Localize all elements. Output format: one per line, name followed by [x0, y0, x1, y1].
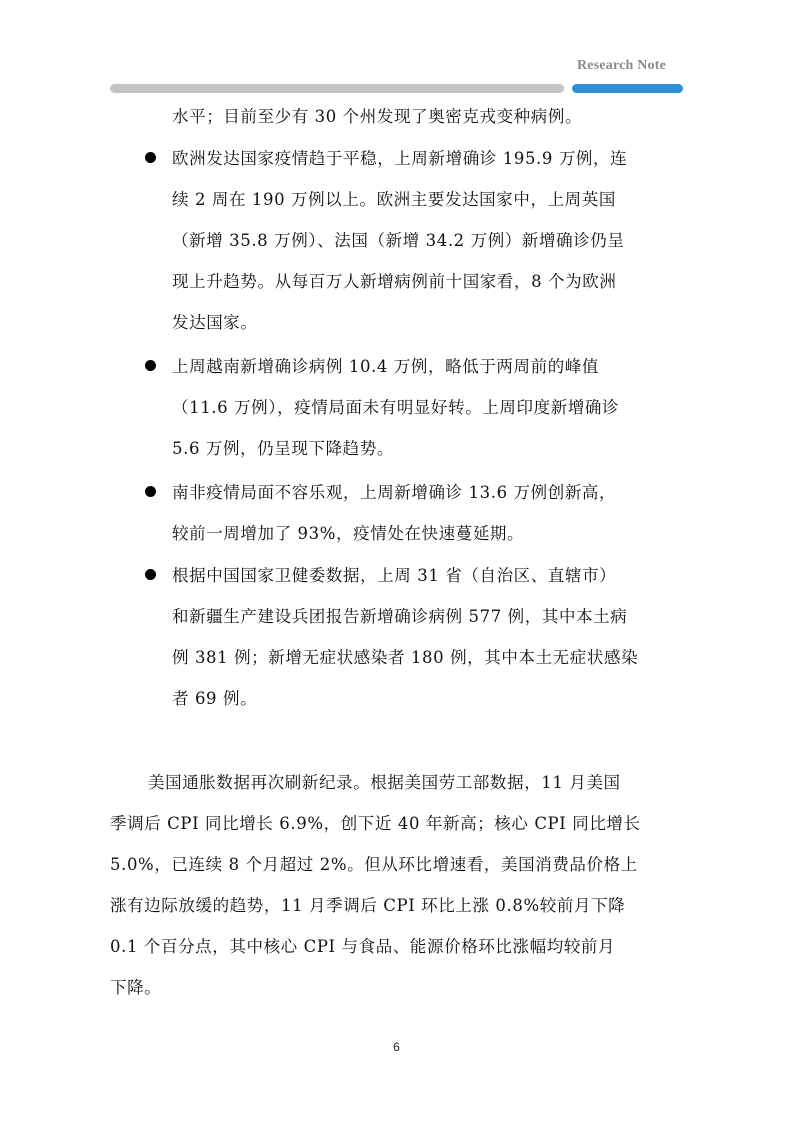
- text-line: 南非疫情局面不容乐观，上周新增确诊 13.6 万例创新高，: [172, 483, 617, 502]
- header-label: Research Note: [577, 58, 667, 73]
- text-line: 和新疆生产建设兵团报告新增确诊病例 577 例，其中本土病: [172, 607, 628, 626]
- page-number: 6: [393, 1040, 400, 1054]
- text-line: 美国通胀数据再次刷新纪录。根据美国劳工部数据，11 月美国: [148, 773, 621, 792]
- text-line: 欧洲发达国家疫情趋于平稳，上周新增确诊 195.9 万例，连: [172, 149, 628, 168]
- bullet-item-vietnam-india: [172, 346, 688, 469]
- text-line: 较前一周增加了 93%，疫情处在快速蔓延期。: [172, 524, 525, 543]
- bullet-item-south-africa: [172, 472, 688, 554]
- bullet-dot-icon: [145, 152, 156, 163]
- text-line: 根据中国国家卫健委数据，上周 31 省（自治区、直辖市）: [172, 566, 617, 585]
- text-line: 0.1 个百分点，其中核心 CPI 与食品、能源价格环比涨幅均较前月: [110, 937, 616, 956]
- text-line: 5.0%，已连续 8 个月超过 2%。但从环比增速看，美国消费品价格上: [110, 855, 638, 874]
- text-line: 下降。: [110, 978, 162, 997]
- text-line: 发达国家。: [172, 313, 258, 332]
- text-line: 水平；目前至少有 30 个州发现了奥密克戎变种病例。: [172, 107, 583, 126]
- continuation-text: [172, 96, 688, 137]
- header-divider-gray: [110, 84, 564, 93]
- text-line: 者 69 例。: [172, 689, 258, 708]
- text-line: 上周越南新增确诊病例 10.4 万例，略低于两周前的峰值: [172, 357, 600, 376]
- bullet-item-china: [172, 555, 688, 719]
- text-line: 现上升趋势。从每百万人新增病例前十国家看，8 个为欧洲: [172, 272, 617, 291]
- bullet-dot-icon: [145, 569, 156, 580]
- text-line: 季调后 CPI 同比增长 6.9%，创下近 40 年新高；核心 CPI 同比增长: [110, 814, 641, 833]
- bullet-dot-icon: [145, 486, 156, 497]
- bullet-item-europe: [172, 138, 688, 343]
- text-line: 涨有边际放缓的趋势，11 月季调后 CPI 环比上涨 0.8%较前月下降: [110, 896, 626, 915]
- text-line: 例 381 例；新增无症状感染者 180 例，其中本土无症状感染: [172, 648, 639, 667]
- text-line: （11.6 万例），疫情局面未有明显好转。上周印度新增确诊: [172, 398, 620, 417]
- paragraph-us-inflation: [110, 762, 688, 1008]
- text-line: 5.6 万例，仍呈现下降趋势。: [172, 439, 394, 458]
- header-divider-blue: [572, 84, 683, 93]
- text-line: 续 2 周在 190 万例以上。欧洲主要发达国家中，上周英国: [172, 190, 616, 209]
- text-line: （新增 35.8 万例）、法国（新增 34.2 万例）新增确诊仍呈: [172, 231, 625, 250]
- bullet-dot-icon: [145, 360, 156, 371]
